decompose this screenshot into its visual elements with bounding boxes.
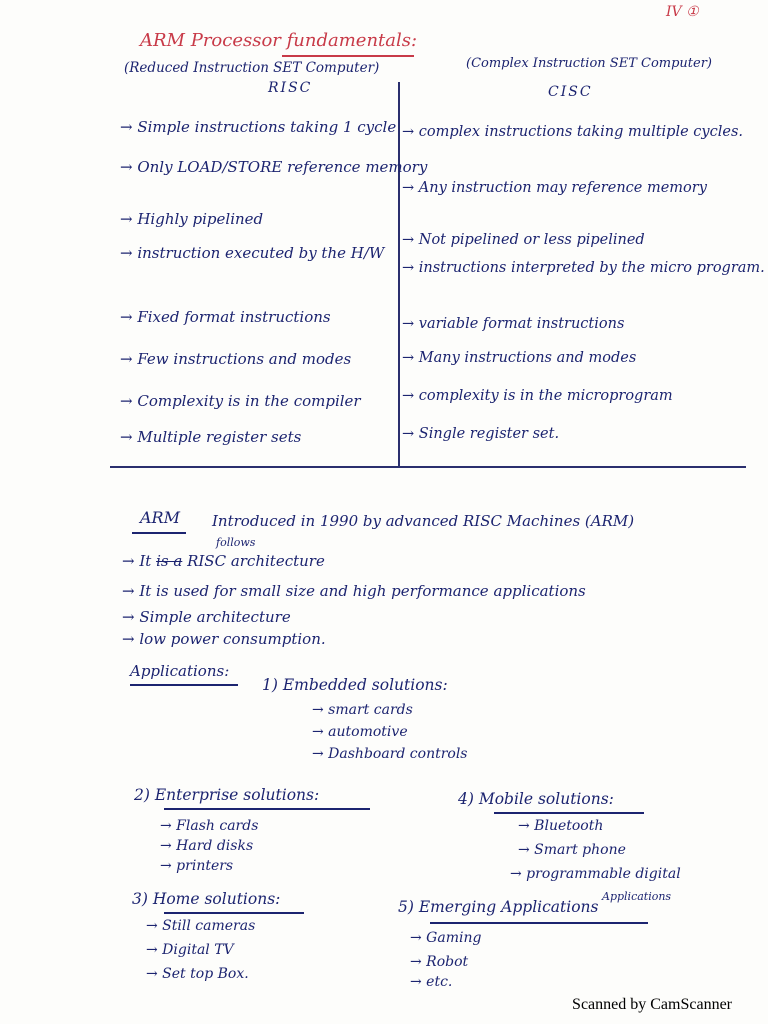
home-item: → Still cameras (146, 918, 256, 934)
emerging-heading (398, 898, 599, 916)
mobile-item: → Bluetooth (518, 818, 604, 834)
risc-caption: (Reduced Instruction SET Computer) (124, 60, 380, 76)
emerging-heading-prefix: 5) Emerging (398, 898, 497, 916)
applications-label: Applications: (130, 662, 230, 680)
enterprise-item: → Hard disks (160, 838, 254, 854)
arm-point-1-insertion: follows (216, 536, 256, 549)
home-heading: 3) Home solutions: (132, 890, 281, 908)
emerging-underline (430, 922, 648, 924)
cisc-item: → Many instructions and modes (402, 350, 637, 366)
emerging-item: → Gaming (410, 930, 482, 946)
embedded-item: → Dashboard controls (312, 746, 468, 762)
risc-item: → Few instructions and modes (120, 350, 352, 368)
mobile-underline (494, 812, 644, 814)
home-underline (164, 912, 304, 914)
column-divider (398, 82, 400, 466)
mobile-heading: 4) Mobile solutions: (458, 790, 614, 808)
risc-item: → Highly pipelined (120, 210, 264, 228)
arm-intro: Introduced in 1990 by advanced RISC Machines (ARM) (212, 512, 635, 530)
risc-item: → Complexity is in the compiler (120, 392, 361, 410)
arm-point-1-struck: is a (156, 552, 183, 570)
cisc-item: → variable format instructions (402, 316, 625, 332)
arm-point-1-suffix: RISC architecture (187, 552, 325, 570)
emerging-heading-insertion: Applications (602, 890, 672, 903)
risc-item: → Only LOAD/STORE reference memory (120, 158, 428, 176)
embedded-item: → automotive (312, 724, 408, 740)
cisc-header: CISC (548, 84, 593, 100)
arm-point-2: → It is used for small size and high performance applications (122, 582, 586, 600)
arm-point-1 (122, 552, 325, 570)
home-item: → Set top Box. (146, 966, 249, 982)
emerging-heading-suffix: Applications (501, 898, 599, 916)
embedded-item: → smart cards (312, 702, 413, 718)
arm-point-4: → low power consumption. (122, 630, 326, 648)
applications-underline (130, 684, 238, 686)
emerging-item: → Robot (410, 954, 469, 970)
scanner-watermark: Scanned by CamScanner (572, 996, 732, 1013)
risc-item: → Fixed format instructions (120, 308, 331, 326)
cisc-item: → Any instruction may reference memory (402, 180, 707, 196)
table-bottom-rule (110, 466, 746, 468)
cisc-item: → instructions interpreted by the micro program. (402, 260, 765, 276)
enterprise-underline (164, 808, 370, 810)
cisc-item: → Single register set. (402, 426, 560, 442)
enterprise-heading: 2) Enterprise solutions: (134, 786, 320, 804)
embedded-heading: 1) Embedded solutions: (262, 676, 448, 694)
risc-header: RISC (268, 80, 313, 96)
arm-point-1-prefix: → It (122, 552, 152, 570)
emerging-item: → etc. (410, 974, 453, 990)
mobile-item: → Smart phone (518, 842, 626, 858)
cisc-item: → Not pipelined or less pipelined (402, 232, 645, 248)
risc-item: → instruction executed by the H/W (120, 244, 385, 262)
cisc-item: → complexity is in the microprogram (402, 388, 673, 404)
page-number-mark: IV ① (666, 4, 699, 20)
risc-item: → Simple instructions taking 1 cycle (120, 118, 397, 136)
home-item: → Digital TV (146, 942, 234, 958)
arm-label: ARM (140, 508, 180, 527)
arm-label-underline (132, 532, 186, 534)
enterprise-item: → Flash cards (160, 818, 259, 834)
arm-point-3: → Simple architecture (122, 608, 291, 626)
cisc-item: → complex instructions taking multiple cycles. (402, 124, 743, 140)
mobile-item: → programmable digital (510, 866, 681, 882)
risc-item: → Multiple register sets (120, 428, 302, 446)
enterprise-item: → printers (160, 858, 234, 874)
cisc-caption: (Complex Instruction SET Computer) (466, 56, 712, 71)
title-underline (282, 55, 414, 57)
page-title: ARM Processor fundamentals: (140, 30, 418, 51)
